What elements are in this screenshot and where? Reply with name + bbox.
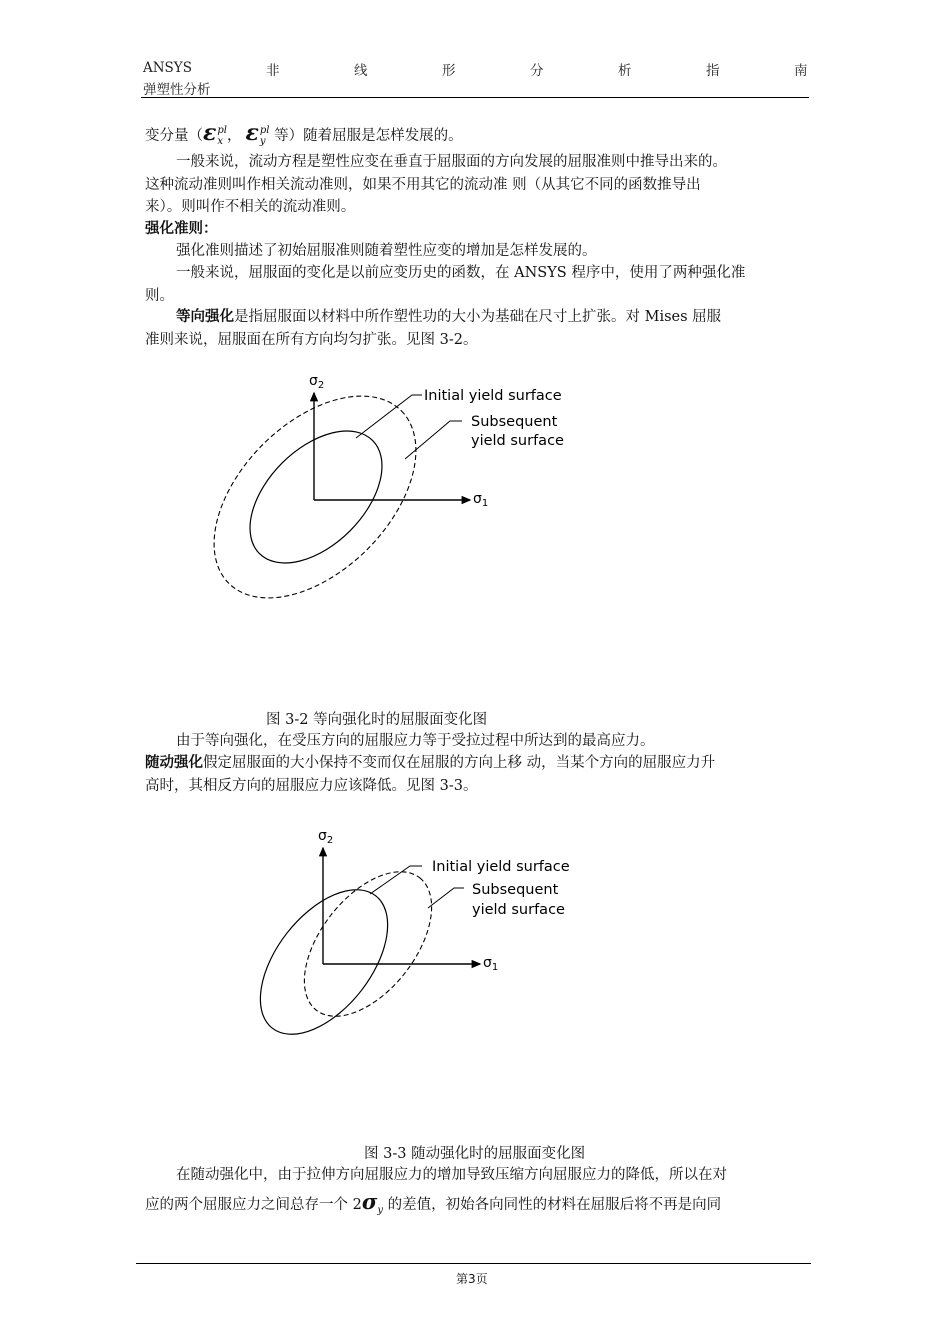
header-char-1: 非 [266, 63, 280, 79]
axis-label-sigma2: $\sigma_2$ [309, 373, 325, 391]
paragraph-isotropic [145, 306, 809, 351]
text-line: 由于等向强化，在受压方向的屈服应力等于受拉过程中所达到的最高应力。 [176, 733, 655, 749]
kinematic-text: 假定屈服面的大小保持不变而仅在屈服的方向上移 动，当某个方向的屈服应力升 [203, 755, 716, 771]
text-line: 一般来说，屈服面的变化是以前应变历史的函数，在 ANSYS 程序中，使用了两种强化准 [176, 265, 746, 281]
paragraph-line1 [145, 118, 809, 151]
text-line: 这种流动准则叫作相关流动准则，如果不用其它的流动准 则（从其它不同的函数推导出 [145, 176, 701, 193]
paragraph-kinematic-diff-line2 [145, 1188, 809, 1225]
heading-hardening-rule: 强化准则： [145, 221, 218, 237]
subsequent-yield-surface [279, 849, 457, 1039]
paragraph-flow-rule [145, 151, 809, 219]
header-ansys: ANSYS [143, 60, 192, 76]
figure-caption-3-2: 图 3-2 等向强化时的屈服面变化图 [266, 712, 488, 728]
leader-subsequent [428, 888, 464, 908]
header-char-5: 析 [618, 63, 632, 79]
term-kinematic: 随动强化 [145, 755, 203, 771]
epsilon-y-sub: y [259, 136, 266, 147]
label-subsequent-2: yield surface [471, 433, 564, 449]
paragraph-kinematic-diff [145, 1164, 809, 1187]
header-rule [141, 97, 809, 98]
epsilon-x-sub: x [217, 136, 224, 147]
initial-yield-surface [240, 867, 413, 1040]
label-subsequent-1: Subsequent [471, 414, 558, 430]
paragraph-kinematic [145, 752, 809, 797]
header-char-7: 南 [794, 63, 808, 79]
epsilon-y-symbol: ε [245, 120, 259, 146]
leader-initial [370, 866, 422, 894]
line1-pre: 变分量（ [145, 128, 203, 144]
label-subsequent-1: Subsequent [472, 882, 559, 898]
leader-subsequent [405, 421, 462, 459]
text-line: 高时，其相反方向的屈服应力应该降低。见图 3-3。 [145, 777, 478, 794]
term-isotropic: 等向强化 [176, 309, 234, 325]
text-line: 强化准则描述了初始屈服准则随着塑性应变的增加是怎样发展的。 [176, 243, 597, 259]
paragraph-after-fig2 [145, 730, 809, 753]
label-initial-yield: Initial yield surface [424, 388, 562, 404]
text-line: 则。 [145, 287, 174, 304]
last-line2-pre: 应的两个屈服应力之间总存一个 2 [145, 1197, 362, 1213]
subsequent-yield-surface [200, 365, 454, 605]
axis-label-sigma1: $\sigma_1$ [473, 491, 489, 509]
axis-label-sigma1: $\sigma_1$ [483, 955, 499, 973]
footer-rule [136, 1263, 811, 1264]
header-char-4: 分 [530, 63, 544, 79]
axis-label-sigma2: $\sigma_2$ [318, 828, 334, 846]
header-char-6: 指 [706, 63, 720, 79]
page-number: 第3页 [456, 1272, 488, 1286]
text-line: 在随动强化中，由于拉伸方向屈服应力的增加导致压缩方向屈服应力的降低，所以在对 [176, 1167, 727, 1183]
figure-isotropic-hardening [200, 365, 620, 605]
header-char-2: 线 [354, 63, 368, 79]
header-subtitle: 弹塑性分析 [143, 82, 211, 98]
isotropic-text: 是指屈服面以材料中所作塑性功的大小为基础在尺寸上扩张。对 Mises 屈服 [234, 309, 722, 325]
figure-kinematic-hardening [240, 820, 640, 1040]
label-initial-yield: Initial yield surface [432, 859, 570, 875]
sigma-y-symbol: σ [361, 1189, 378, 1214]
epsilon-y-sup: pl [259, 125, 270, 136]
paragraph-hardening [145, 240, 809, 263]
epsilon-x-sup: pl [217, 125, 227, 136]
header-char-3: 形 [442, 63, 456, 79]
label-subsequent-2: yield surface [472, 902, 565, 918]
figure-caption-3-3: 图 3-3 随动强化时的屈服面变化图 [364, 1146, 586, 1162]
comma: ， [226, 128, 242, 144]
paragraph-yield-change [145, 262, 809, 307]
text-line: 准则来说，屈服面在所有方向均匀扩张。见图 3-2。 [145, 331, 478, 348]
epsilon-x-symbol: ε [203, 120, 217, 146]
text-line: 来）。则叫作不相关的流动准则。 [145, 199, 356, 215]
line1-post: 等）随着屈服是怎样发展的。 [269, 128, 463, 144]
text-line: 一般来说，流动方程是塑性应变在垂直于屈服面的方向发展的屈服准则中推导出来的。 [176, 154, 727, 170]
initial-yield-surface [225, 406, 406, 587]
sigma-y-sub: y [377, 1205, 383, 1216]
last-line2-post: 的差值，初始各向同性的材料在屈服后将不再是向同 [382, 1197, 722, 1213]
